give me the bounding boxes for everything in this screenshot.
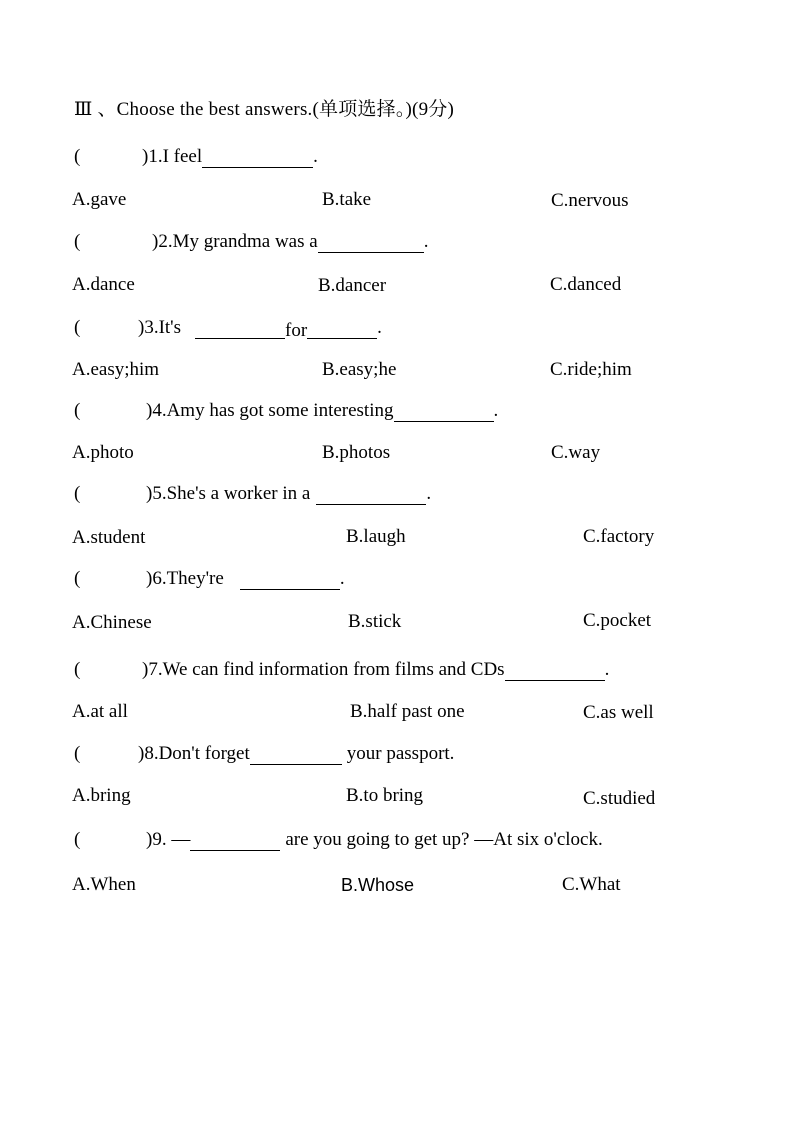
question-4-end: .: [493, 400, 499, 421]
question-7: [74, 659, 609, 681]
q9-option-a[interactable]: A.When: [72, 874, 136, 895]
question-9-text: )9. —: [146, 829, 191, 850]
q4-option-b[interactable]: B.photos: [322, 442, 391, 463]
q8-option-a[interactable]: A.bring: [72, 785, 131, 806]
question-3: [74, 317, 382, 339]
q1-option-a[interactable]: A.gave: [72, 189, 127, 210]
blank-4: [394, 403, 494, 422]
blank-2: [318, 234, 424, 253]
answer-paren-3[interactable]: (: [74, 317, 81, 338]
q3-option-a[interactable]: A.easy;him: [72, 359, 160, 380]
q3-option-c[interactable]: C.ride;him: [550, 359, 632, 380]
q2-option-a[interactable]: A.dance: [72, 274, 135, 295]
question-5-text: )5.She's a worker in a: [146, 483, 311, 504]
question-3-mid: for: [285, 320, 308, 341]
q8-option-c[interactable]: C.studied: [583, 788, 656, 809]
question-8-end: your passport.: [346, 743, 455, 764]
question-1-end: .: [313, 146, 318, 167]
q7-option-a[interactable]: A.at all: [72, 701, 128, 722]
q5-option-b[interactable]: B.laugh: [346, 526, 406, 547]
q9-option-b[interactable]: B.Whose: [341, 875, 415, 895]
blank-5: [316, 486, 426, 505]
q9-option-c[interactable]: C.What: [562, 874, 621, 895]
answer-paren-6[interactable]: (: [74, 568, 81, 589]
q1-option-c[interactable]: C.nervous: [551, 190, 629, 211]
answer-paren-1[interactable]: (: [74, 146, 81, 167]
blank-3a: [195, 320, 285, 339]
blank-8: [250, 746, 342, 765]
answer-paren-8[interactable]: (: [74, 743, 81, 764]
question-7-end: .: [604, 659, 610, 680]
q2-option-c[interactable]: C.danced: [550, 274, 622, 295]
question-4: [74, 400, 498, 422]
blank-9: [190, 832, 280, 851]
blank-7: [505, 662, 605, 681]
q5-option-a[interactable]: A.student: [72, 527, 146, 548]
question-2: [74, 231, 428, 253]
question-5-end: .: [426, 483, 432, 504]
q1-option-b[interactable]: B.take: [322, 189, 372, 210]
question-8-text: )8.Don't forget: [138, 743, 250, 764]
answer-paren-7[interactable]: (: [74, 659, 81, 680]
blank-3b: [307, 320, 377, 339]
question-7-text: )7.We can find information from films and CDs: [142, 659, 505, 680]
question-6-end: .: [339, 568, 345, 589]
answer-paren-5[interactable]: (: [74, 483, 81, 504]
question-9: [74, 829, 603, 851]
question-9-end: are you going to get up? —At six o'clock.: [285, 829, 603, 850]
question-1: [74, 146, 318, 168]
q6-option-b[interactable]: B.stick: [348, 611, 402, 632]
q4-option-c[interactable]: C.way: [551, 442, 601, 463]
answer-paren-9[interactable]: (: [74, 829, 81, 850]
question-6: [74, 568, 345, 590]
question-6-text: )6.They're: [146, 568, 224, 589]
blank-6: [240, 571, 340, 590]
q8-option-b[interactable]: B.to bring: [346, 785, 424, 806]
question-3-text: )3.It's: [138, 317, 182, 338]
q2-option-b[interactable]: B.dancer: [318, 275, 387, 296]
question-5: [74, 483, 431, 505]
question-2-end: .: [423, 231, 429, 252]
q3-option-b[interactable]: B.easy;he: [322, 359, 397, 380]
answer-paren-2[interactable]: (: [74, 231, 81, 252]
question-2-text: )2.My grandma was a: [152, 231, 318, 252]
q6-option-c[interactable]: C.pocket: [583, 610, 652, 631]
q5-option-c[interactable]: C.factory: [583, 526, 655, 547]
question-1-text: )1.I feel: [142, 146, 203, 167]
q4-option-a[interactable]: A.photo: [72, 442, 134, 463]
q7-option-b[interactable]: B.half past one: [350, 701, 465, 722]
answer-paren-4[interactable]: (: [74, 400, 81, 421]
q6-option-a[interactable]: A.Chinese: [72, 612, 152, 633]
blank-1: [202, 149, 313, 168]
section-heading: Ⅲ 、Choose the best answers.(单项选择。)(9分): [74, 99, 455, 120]
question-8: [74, 743, 454, 765]
question-4-text: )4.Amy has got some interesting: [146, 400, 394, 421]
q7-option-c[interactable]: C.as well: [583, 702, 654, 723]
question-3-end: .: [377, 317, 382, 338]
